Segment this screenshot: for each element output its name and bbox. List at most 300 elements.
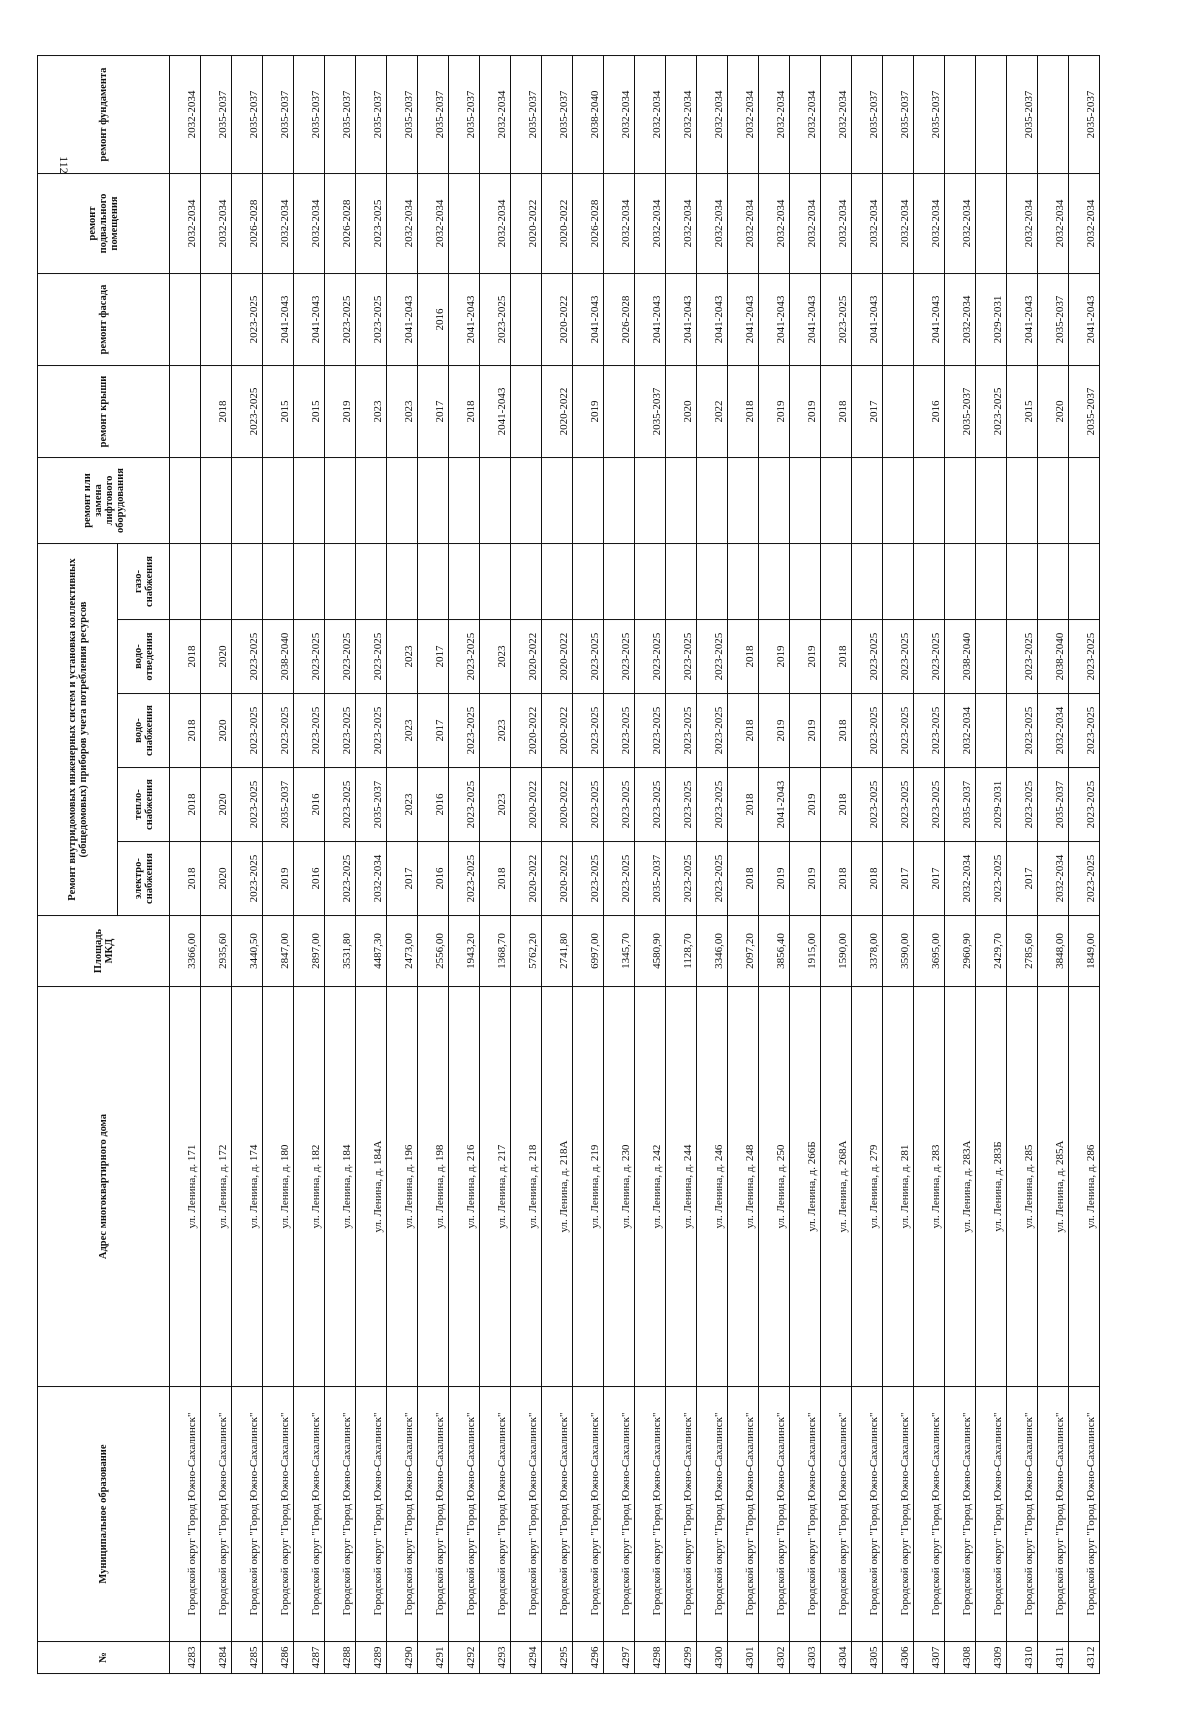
cell-municipality: Городской округ "Город Южно-Сахалинск" [294, 1387, 325, 1642]
cell-basement: 2032-2034 [604, 174, 635, 274]
cell-drainage: 2038-2040 [1038, 620, 1069, 694]
cell-heating: 2018 [170, 768, 201, 842]
cell-municipality: Городской округ "Город Южно-Сахалинск" [573, 1387, 604, 1642]
cell-elevator [542, 458, 573, 544]
cell-municipality: Городской округ "Город Южно-Сахалинск" [604, 1387, 635, 1642]
cell-municipality: Городской округ "Город Южно-Сахалинск" [635, 1387, 666, 1642]
cell-foundation: 2035-2037 [387, 56, 418, 174]
cell-gas [201, 544, 232, 620]
cell-gas [976, 544, 1007, 620]
cell-foundation [945, 56, 976, 174]
cell-municipality: Городской округ "Город Южно-Сахалинск" [480, 1387, 511, 1642]
cell-facade: 2041-2043 [697, 274, 728, 366]
cell-facade: 2041-2043 [852, 274, 883, 366]
cell-heating: 2023-2025 [883, 768, 914, 842]
cell-elevator [883, 458, 914, 544]
cell-gas [759, 544, 790, 620]
cell-number: 4309 [976, 1642, 1007, 1674]
cell-address: ул. Ленина, д. 171 [170, 987, 201, 1387]
cell-electricity: 2023-2025 [232, 842, 263, 916]
cell-basement [976, 174, 1007, 274]
cell-foundation: 2035-2037 [418, 56, 449, 174]
cell-drainage: 2023-2025 [604, 620, 635, 694]
cell-address: ул. Ленина, д. 180 [263, 987, 294, 1387]
cell-elevator [852, 458, 883, 544]
cell-water-supply: 2032-2034 [1038, 694, 1069, 768]
cell-facade [511, 274, 542, 366]
cell-address: ул. Ленина, д. 266Б [790, 987, 821, 1387]
header-basement: ремонт подвального помещения [38, 174, 170, 274]
cell-water-supply: 2018 [170, 694, 201, 768]
cell-water-supply: 2018 [728, 694, 759, 768]
cell-address: ул. Ленина, д. 285 [1007, 987, 1038, 1387]
cell-elevator [1007, 458, 1038, 544]
header-electricity: электро-снабжения [118, 842, 170, 916]
cell-number: 4297 [604, 1642, 635, 1674]
table-row [294, 56, 325, 1674]
table-row [728, 56, 759, 1674]
cell-gas [1069, 544, 1100, 620]
cell-basement: 2032-2034 [1007, 174, 1038, 274]
cell-electricity: 2023-2025 [573, 842, 604, 916]
cell-roof: 2020 [1038, 366, 1069, 458]
cell-roof: 2019 [790, 366, 821, 458]
cell-water-supply: 2020 [201, 694, 232, 768]
cell-roof: 2020-2022 [542, 366, 573, 458]
cell-water-supply: 2023-2025 [294, 694, 325, 768]
cell-municipality: Городской округ "Город Южно-Сахалинск" [263, 1387, 294, 1642]
cell-number: 4305 [852, 1642, 883, 1674]
cell-gas [852, 544, 883, 620]
cell-water-supply: 2023-2025 [697, 694, 728, 768]
cell-municipality: Городской округ "Город Южно-Сахалинск" [511, 1387, 542, 1642]
cell-facade: 2041-2043 [449, 274, 480, 366]
cell-water-supply: 2023-2025 [1007, 694, 1038, 768]
cell-gas [635, 544, 666, 620]
cell-water-supply: 2023 [387, 694, 418, 768]
cell-number: 4300 [697, 1642, 728, 1674]
cell-drainage [976, 620, 1007, 694]
cell-municipality: Городской округ "Город Южно-Сахалинск" [728, 1387, 759, 1642]
cell-roof [604, 366, 635, 458]
cell-basement: 2026-2028 [232, 174, 263, 274]
cell-number: 4288 [325, 1642, 356, 1674]
cell-foundation: 2032-2034 [697, 56, 728, 174]
table-row [759, 56, 790, 1674]
cell-drainage: 2023-2025 [232, 620, 263, 694]
cell-gas [697, 544, 728, 620]
cell-heating: 2020-2022 [511, 768, 542, 842]
cell-roof: 2015 [263, 366, 294, 458]
cell-roof: 2015 [1007, 366, 1038, 458]
cell-basement: 2032-2034 [697, 174, 728, 274]
cell-elevator [945, 458, 976, 544]
cell-heating: 2023-2025 [635, 768, 666, 842]
cell-drainage: 2020 [201, 620, 232, 694]
cell-area: 3440,50 [232, 916, 263, 987]
cell-municipality: Городской округ "Город Южно-Сахалинск" [449, 1387, 480, 1642]
cell-number: 4283 [170, 1642, 201, 1674]
cell-elevator [976, 458, 1007, 544]
table-row [263, 56, 294, 1674]
cell-electricity: 2019 [263, 842, 294, 916]
cell-address: ул. Ленина, д. 244 [666, 987, 697, 1387]
cell-number: 4291 [418, 1642, 449, 1674]
cell-electricity: 2020-2022 [542, 842, 573, 916]
cell-drainage: 2018 [170, 620, 201, 694]
cell-water-supply: 2023-2025 [914, 694, 945, 768]
table-row [976, 56, 1007, 1674]
cell-facade: 2041-2043 [387, 274, 418, 366]
cell-area: 5762,20 [511, 916, 542, 987]
cell-municipality: Городской округ "Город Южно-Сахалинск" [666, 1387, 697, 1642]
cell-number: 4295 [542, 1642, 573, 1674]
cell-basement: 2032-2034 [852, 174, 883, 274]
cell-facade: 2023-2025 [325, 274, 356, 366]
cell-electricity: 2017 [914, 842, 945, 916]
cell-area: 2960,90 [945, 916, 976, 987]
cell-number: 4304 [821, 1642, 852, 1674]
cell-electricity: 2032-2034 [1038, 842, 1069, 916]
cell-address: ул. Ленина, д. 196 [387, 987, 418, 1387]
cell-heating: 2023-2025 [852, 768, 883, 842]
cell-address: ул. Ленина, д. 219 [573, 987, 604, 1387]
cell-number: 4299 [666, 1642, 697, 1674]
cell-area: 3856,40 [759, 916, 790, 987]
cell-electricity: 2032-2034 [356, 842, 387, 916]
cell-area: 3848,00 [1038, 916, 1069, 987]
cell-facade: 2026-2028 [604, 274, 635, 366]
cell-gas [449, 544, 480, 620]
cell-heating: 2023-2025 [1069, 768, 1100, 842]
cell-electricity: 2023-2025 [1069, 842, 1100, 916]
header-municipality: Муниципальное образование [38, 1387, 170, 1642]
cell-roof: 2023 [356, 366, 387, 458]
cell-facade: 2041-2043 [263, 274, 294, 366]
cell-municipality: Городской округ "Город Южно-Сахалинск" [914, 1387, 945, 1642]
cell-drainage: 2023-2025 [635, 620, 666, 694]
cell-electricity: 2023-2025 [604, 842, 635, 916]
cell-drainage: 2023-2025 [883, 620, 914, 694]
cell-facade: 2041-2043 [666, 274, 697, 366]
cell-electricity: 2032-2034 [945, 842, 976, 916]
cell-gas [263, 544, 294, 620]
cell-number: 4311 [1038, 1642, 1069, 1674]
table-row [201, 56, 232, 1674]
header-roof: ремонт крыши [38, 366, 170, 458]
cell-drainage: 2020-2022 [542, 620, 573, 694]
cell-number: 4292 [449, 1642, 480, 1674]
cell-drainage: 2019 [759, 620, 790, 694]
cell-area: 2473,00 [387, 916, 418, 987]
cell-number: 4301 [728, 1642, 759, 1674]
cell-water-supply [976, 694, 1007, 768]
table-row [1038, 56, 1069, 1674]
cell-electricity: 2020 [201, 842, 232, 916]
cell-basement: 2032-2034 [945, 174, 976, 274]
cell-number: 4296 [573, 1642, 604, 1674]
cell-municipality: Городской округ "Город Южно-Сахалинск" [418, 1387, 449, 1642]
cell-area: 3695,00 [914, 916, 945, 987]
cell-gas [387, 544, 418, 620]
cell-municipality: Городской округ "Город Южно-Сахалинск" [356, 1387, 387, 1642]
cell-basement: 2026-2028 [325, 174, 356, 274]
cell-water-supply: 2017 [418, 694, 449, 768]
cell-roof: 2017 [852, 366, 883, 458]
cell-basement: 2032-2034 [759, 174, 790, 274]
cell-foundation [1038, 56, 1069, 174]
cell-area: 1368,70 [480, 916, 511, 987]
cell-basement: 2032-2034 [201, 174, 232, 274]
cell-gas [418, 544, 449, 620]
cell-electricity: 2017 [883, 842, 914, 916]
cell-elevator [449, 458, 480, 544]
cell-roof: 2016 [914, 366, 945, 458]
cell-roof: 2019 [573, 366, 604, 458]
cell-facade: 2029-2031 [976, 274, 1007, 366]
cell-roof: 2018 [201, 366, 232, 458]
cell-water-supply: 2023-2025 [573, 694, 604, 768]
cell-elevator [697, 458, 728, 544]
cell-facade [170, 274, 201, 366]
cell-electricity: 2018 [480, 842, 511, 916]
cell-gas [914, 544, 945, 620]
cell-elevator [356, 458, 387, 544]
cell-number: 4284 [201, 1642, 232, 1674]
cell-elevator [1069, 458, 1100, 544]
cell-address: ул. Ленина, д. 242 [635, 987, 666, 1387]
cell-heating: 2020-2022 [542, 768, 573, 842]
cell-foundation [976, 56, 1007, 174]
cell-water-supply: 2023-2025 [604, 694, 635, 768]
cell-basement: 2023-2025 [356, 174, 387, 274]
cell-basement: 2032-2034 [666, 174, 697, 274]
cell-elevator [635, 458, 666, 544]
cell-facade: 2020-2022 [542, 274, 573, 366]
cell-heating: 2035-2037 [945, 768, 976, 842]
cell-electricity: 2023-2025 [697, 842, 728, 916]
cell-electricity: 2016 [418, 842, 449, 916]
cell-foundation: 2032-2034 [666, 56, 697, 174]
cell-water-supply: 2023-2025 [635, 694, 666, 768]
cell-gas [1007, 544, 1038, 620]
cell-drainage: 2023 [387, 620, 418, 694]
cell-municipality: Городской округ "Город Южно-Сахалинск" [697, 1387, 728, 1642]
cell-electricity: 2019 [790, 842, 821, 916]
cell-heating: 2029-2031 [976, 768, 1007, 842]
cell-elevator [480, 458, 511, 544]
cell-address: ул. Ленина, д. 216 [449, 987, 480, 1387]
cell-address: ул. Ленина, д. 184А [356, 987, 387, 1387]
cell-heating: 2023-2025 [1007, 768, 1038, 842]
cell-gas [511, 544, 542, 620]
cell-electricity: 2035-2037 [635, 842, 666, 916]
cell-heating: 2035-2037 [263, 768, 294, 842]
cell-facade: 2023-2025 [480, 274, 511, 366]
cell-basement: 2032-2034 [387, 174, 418, 274]
cell-facade: 2023-2025 [356, 274, 387, 366]
cell-electricity: 2017 [387, 842, 418, 916]
cell-foundation: 2035-2037 [325, 56, 356, 174]
cell-drainage: 2018 [728, 620, 759, 694]
cell-municipality: Городской округ "Город Южно-Сахалинск" [852, 1387, 883, 1642]
cell-drainage: 2023-2025 [666, 620, 697, 694]
table-row [635, 56, 666, 1674]
cell-number: 4294 [511, 1642, 542, 1674]
cell-drainage: 2023-2025 [325, 620, 356, 694]
cell-elevator [573, 458, 604, 544]
cell-municipality: Городской округ "Город Южно-Сахалинск" [821, 1387, 852, 1642]
cell-roof: 2019 [325, 366, 356, 458]
cell-heating: 2041-2043 [759, 768, 790, 842]
cell-foundation: 2035-2037 [263, 56, 294, 174]
cell-roof: 2035-2037 [1069, 366, 1100, 458]
cell-foundation: 2035-2037 [201, 56, 232, 174]
cell-municipality: Городской округ "Город Южно-Сахалинск" [232, 1387, 263, 1642]
cell-basement: 2032-2034 [480, 174, 511, 274]
cell-basement: 2032-2034 [790, 174, 821, 274]
cell-electricity: 2017 [1007, 842, 1038, 916]
cell-elevator [387, 458, 418, 544]
cell-basement: 2020-2022 [542, 174, 573, 274]
cell-heating: 2023-2025 [573, 768, 604, 842]
cell-gas [945, 544, 976, 620]
cell-gas [170, 544, 201, 620]
cell-area: 6997,00 [573, 916, 604, 987]
cell-area: 1128,70 [666, 916, 697, 987]
cell-number: 4289 [356, 1642, 387, 1674]
cell-drainage: 2038-2040 [945, 620, 976, 694]
cell-elevator [325, 458, 356, 544]
cell-municipality: Городской округ "Город Южно-Сахалинск" [170, 1387, 201, 1642]
cell-area: 3366,00 [170, 916, 201, 987]
cell-facade: 2041-2043 [1069, 274, 1100, 366]
cell-address: ул. Ленина, д. 248 [728, 987, 759, 1387]
cell-facade: 2035-2037 [1038, 274, 1069, 366]
cell-water-supply: 2018 [821, 694, 852, 768]
cell-area: 1590,00 [821, 916, 852, 987]
cell-foundation: 2035-2037 [852, 56, 883, 174]
cell-water-supply: 2020-2022 [542, 694, 573, 768]
cell-basement [449, 174, 480, 274]
cell-number: 4303 [790, 1642, 821, 1674]
cell-water-supply: 2023 [480, 694, 511, 768]
cell-roof: 2018 [728, 366, 759, 458]
table-row [945, 56, 976, 1674]
cell-heating: 2020 [201, 768, 232, 842]
cell-facade: 2041-2043 [759, 274, 790, 366]
cell-address: ул. Ленина, д. 285А [1038, 987, 1069, 1387]
cell-address: ул. Ленина, д. 184 [325, 987, 356, 1387]
cell-foundation: 2032-2034 [790, 56, 821, 174]
cell-municipality: Городской округ "Город Южно-Сахалинск" [201, 1387, 232, 1642]
cell-roof: 2019 [759, 366, 790, 458]
table-row [356, 56, 387, 1674]
cell-number: 4310 [1007, 1642, 1038, 1674]
table-row [604, 56, 635, 1674]
cell-foundation: 2032-2034 [821, 56, 852, 174]
table-row [170, 56, 201, 1674]
cell-gas [232, 544, 263, 620]
cell-foundation: 2035-2037 [883, 56, 914, 174]
cell-drainage: 2023-2025 [573, 620, 604, 694]
cell-drainage: 2023-2025 [914, 620, 945, 694]
cell-basement: 2026-2028 [573, 174, 604, 274]
cell-address: ул. Ленина, д. 198 [418, 987, 449, 1387]
header-drainage: водо-отведения [118, 620, 170, 694]
cell-gas [821, 544, 852, 620]
cell-heating: 2018 [728, 768, 759, 842]
cell-facade: 2016 [418, 274, 449, 366]
cell-number: 4287 [294, 1642, 325, 1674]
cell-facade: 2041-2043 [790, 274, 821, 366]
cell-drainage: 2023-2025 [449, 620, 480, 694]
cell-water-supply: 2019 [790, 694, 821, 768]
cell-elevator [666, 458, 697, 544]
cell-foundation: 2032-2034 [604, 56, 635, 174]
cell-water-supply: 2023-2025 [666, 694, 697, 768]
cell-gas [790, 544, 821, 620]
cell-address: ул. Ленина, д. 286 [1069, 987, 1100, 1387]
cell-basement: 2032-2034 [294, 174, 325, 274]
table-row [418, 56, 449, 1674]
cell-elevator [604, 458, 635, 544]
cell-gas [356, 544, 387, 620]
cell-area: 2935,60 [201, 916, 232, 987]
cell-elevator [418, 458, 449, 544]
cell-municipality: Городской округ "Город Южно-Сахалинск" [883, 1387, 914, 1642]
cell-area: 2429,70 [976, 916, 1007, 987]
table-row [387, 56, 418, 1674]
cell-municipality: Городской округ "Город Южно-Сахалинск" [790, 1387, 821, 1642]
cell-area: 2097,20 [728, 916, 759, 987]
cell-gas [542, 544, 573, 620]
cell-number: 4308 [945, 1642, 976, 1674]
cell-area: 3590,00 [883, 916, 914, 987]
cell-area: 1345,70 [604, 916, 635, 987]
cell-address: ул. Ленина, д. 283 [914, 987, 945, 1387]
cell-basement: 2032-2034 [883, 174, 914, 274]
cell-area: 1915,00 [790, 916, 821, 987]
cell-address: ул. Ленина, д. 246 [697, 987, 728, 1387]
cell-elevator [790, 458, 821, 544]
cell-water-supply: 2019 [759, 694, 790, 768]
cell-water-supply: 2020-2022 [511, 694, 542, 768]
cell-heating: 2018 [821, 768, 852, 842]
cell-address: ул. Ленина, д. 218А [542, 987, 573, 1387]
cell-address: ул. Ленина, д. 174 [232, 987, 263, 1387]
cell-roof: 2041-2043 [480, 366, 511, 458]
page-number: 112 [57, 156, 71, 174]
cell-foundation: 2035-2037 [1007, 56, 1038, 174]
cell-roof: 2035-2037 [635, 366, 666, 458]
cell-basement: 2032-2034 [914, 174, 945, 274]
cell-drainage: 2018 [821, 620, 852, 694]
cell-roof: 2018 [821, 366, 852, 458]
cell-drainage: 2038-2040 [263, 620, 294, 694]
cell-foundation: 2038-2040 [573, 56, 604, 174]
cell-number: 4307 [914, 1642, 945, 1674]
cell-electricity: 2018 [852, 842, 883, 916]
cell-facade: 2041-2043 [728, 274, 759, 366]
cell-gas [325, 544, 356, 620]
cell-area: 2847,00 [263, 916, 294, 987]
cell-elevator [1038, 458, 1069, 544]
cell-roof: 2018 [449, 366, 480, 458]
cell-elevator [201, 458, 232, 544]
cell-heating: 2023-2025 [914, 768, 945, 842]
cell-drainage: 2023 [480, 620, 511, 694]
